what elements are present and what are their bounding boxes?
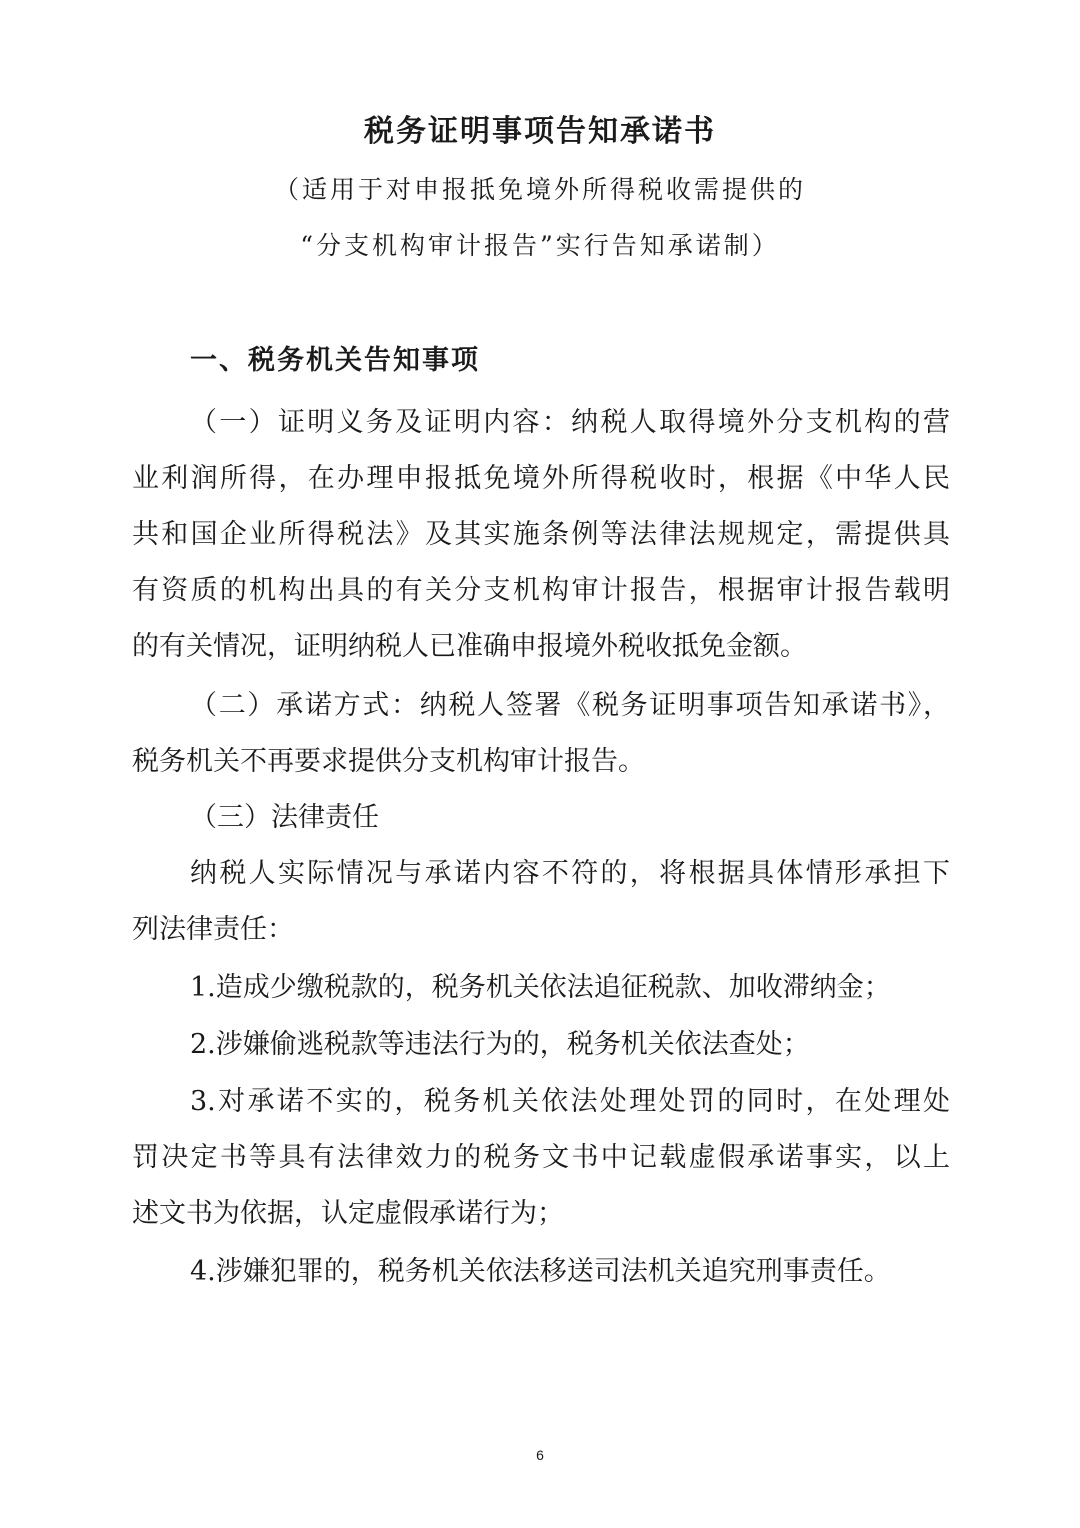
subsection-heading: （三）法律责任 xyxy=(190,802,379,833)
paragraph-line: 共和国企业所得税法》及其实施条例等法律法规规定，需提供具 xyxy=(132,519,950,550)
list-item: 3.对承诺不实的，税务机关依法处理处罚的同时，在处理处 xyxy=(190,1086,950,1117)
paragraph-line: 业利润所得，在办理申报抵免境外所得税收时，根据《中华人民 xyxy=(132,463,950,494)
list-item-continued: 罚决定书等具有法律效力的税务文书中记载虚假承诺事实，以上 xyxy=(132,1142,950,1173)
paragraph-line: （一）证明义务及证明内容：纳税人取得境外分支机构的营 xyxy=(190,407,950,438)
list-item: 2.涉嫌偷逃税款等违法行为的，税务机关依法查处； xyxy=(190,1029,810,1060)
list-item: 1.造成少缴税款的，税务机关依法追征税款、加收滞纳金； xyxy=(190,972,891,1003)
paragraph-line: 列法律责任： xyxy=(132,914,294,945)
paragraph-line: 纳税人实际情况与承诺内容不符的，将根据具体情形承担下 xyxy=(190,858,950,889)
section-heading: 一、税务机关告知事项 xyxy=(190,345,480,376)
paragraph-line: 有资质的机构出具的有关分支机构审计报告，根据审计报告载明 xyxy=(132,575,950,606)
paragraph-line: 税务机关不再要求提供分支机构审计报告。 xyxy=(132,746,645,777)
paragraph-line: （二）承诺方式：纳税人签署《税务证明事项告知承诺书》， xyxy=(190,690,950,721)
paragraph-line: 的有关情况，证明纳税人已准确申报境外税收抵免金额。 xyxy=(132,631,807,662)
page-number: 6 xyxy=(536,1447,544,1463)
list-item: 4.涉嫌犯罪的，税务机关依法移送司法机关追究刑事责任。 xyxy=(190,1256,891,1287)
subtitle-line-2: “分支机构审计报告”实行告知承诺制） xyxy=(300,231,780,260)
subtitle-line-1: （适用于对申报抵免境外所得税收需提供的 xyxy=(273,175,806,204)
list-item-continued: 述文书为依据，认定虚假承诺行为； xyxy=(132,1198,564,1229)
document-title: 税务证明事项告知承诺书 xyxy=(364,114,716,149)
